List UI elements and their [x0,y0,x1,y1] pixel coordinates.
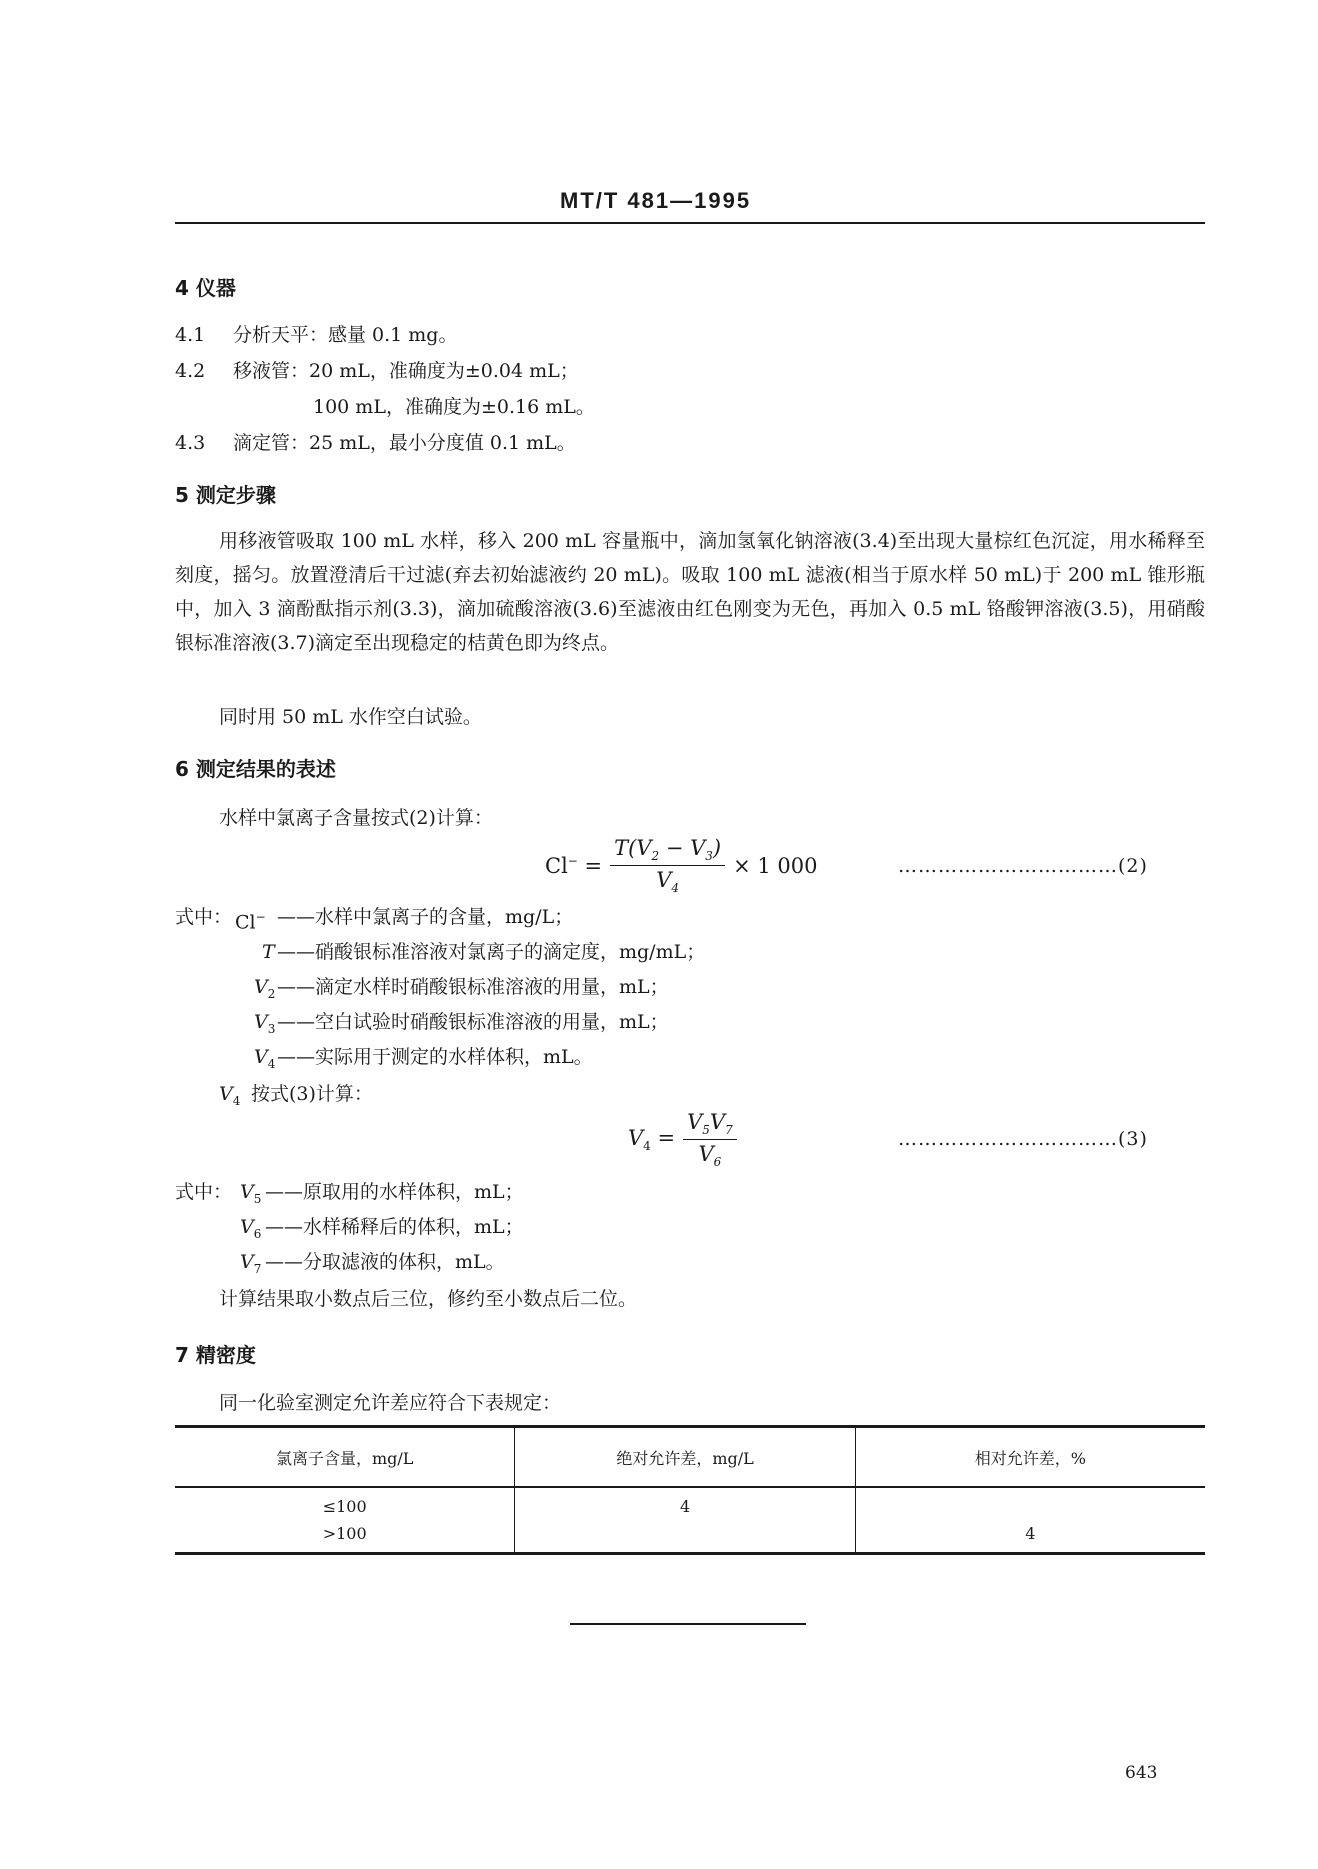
section-6-intro: 水样中氯离子含量按式(2)计算： [219,807,493,829]
table-header-row [175,1427,1205,1488]
def-t-symbol: T [262,941,275,963]
section-6-title: 6 测定结果的表述 [175,757,336,781]
def-v6-symbol: $V_6$ [240,1216,262,1241]
def-v4-symbol: $V_4$ [254,1046,276,1071]
v4-intro: 按式(3)计算： [251,1083,373,1105]
item-4-3-num: 4.3 [175,432,206,454]
table-row [175,1487,1205,1554]
equation-2-number: ……………………………(2) [898,855,1148,877]
def-cl-symbol: Cl− [235,910,266,934]
relative-value: 4 [1025,1524,1036,1543]
range-cell [175,1487,515,1554]
where-label-2: 式中： [175,1181,233,1203]
section-4-title: 4 仪器 [175,276,236,300]
eq2-numerator: $T(V_2 - V_3)$ [610,836,725,866]
def-v3: ——空白试验时硝酸银标准溶液的用量，mL； [277,1011,669,1033]
rounding-rule: 计算结果取小数点后三位，修约至小数点后二位。 [219,1288,638,1310]
section-5-paragraph-2: 同时用 50 mL 水作空白试验。 [219,706,482,728]
relative-cell [855,1487,1205,1554]
def-v5: ——原取用的水样体积，mL； [265,1181,524,1203]
def-v2: ——滴定水样时硝酸银标准溶液的用量，mL； [277,976,669,998]
absolute-cell [515,1487,855,1554]
precision-table [175,1425,1205,1555]
def-v2-symbol: $V_2$ [254,976,276,1001]
eq2-lhs: Cl− = [545,853,603,878]
equation-3-number: ……………………………(3) [898,1128,1148,1150]
eq3-numerator: $V_5V_7$ [683,1110,737,1140]
section-7-title: 7 精密度 [175,1343,256,1367]
where-label-1: 式中： [175,906,233,928]
def-v7-symbol: $V_7$ [240,1251,262,1276]
eq3-denominator: $V_6$ [698,1142,722,1170]
standard-code-header: MT/T 481—1995 [560,188,752,213]
item-4-2-num: 4.2 [175,360,206,382]
item-4-1-num: 4.1 [175,324,206,346]
eq2-denominator: $V_4$ [656,868,680,896]
section-5-paragraph-1: 用移液管吸取 100 mL 水样，移入 200 mL 容量瓶中，滴加氢氧化钠溶液(3.4)至出现大量棕红色沉淀，用水稀释至刻度，摇匀。放置澄清后干过滤(弃去初始滤液约 20 mL)。吸取 100 mL 滤液(相当于原水样 50 mL)于 200 mL 锥形瓶中，加入 3 滴酚酞指示剂(3.3)，滴加硫酸溶液(3.6)至滤液由红色刚变为无色，再加入 0.5 mL 铬酸钾溶液(3.5)，用硝酸银标准溶液(3.7)滴定至出现稳定的桔黄色即为终点。 [175,530,1205,654]
equation-3 [628,1110,737,1169]
section-5-title: 5 测定步骤 [175,483,276,507]
range-high: >100 [322,1524,367,1543]
eq3-fraction [683,1110,737,1169]
def-cl: ——水样中氯离子的含量，mg/L； [277,906,574,928]
col-header-relative: 相对允许差，% [855,1427,1205,1488]
def-v6: ——水样稀释后的体积，mL； [265,1216,524,1238]
range-low: ≤100 [322,1497,367,1516]
col-header-chloride: 氯离子含量，mg/L [275,1448,414,1468]
def-v4: ——实际用于测定的水样体积，mL。 [277,1046,593,1068]
def-v5-symbol: $V_5$ [240,1181,262,1206]
header-rule [175,222,1205,224]
eq2-multiplier: × 1 000 [733,853,818,878]
item-4-2-text-cont: 100 mL，准确度为±0.16 mL。 [313,396,595,418]
absolute-value: 4 [679,1497,691,1516]
def-v3-symbol: $V_3$ [254,1011,276,1036]
item-4-1-text: 分析天平：感量 0.1 mg。 [233,324,458,346]
def-v7: ——分取滤液的体积，mL。 [265,1251,505,1273]
end-rule [570,1623,806,1625]
v4-symbol: $V_4$ [219,1083,241,1108]
eq2-fraction [610,836,725,895]
eq3-lhs: $V_4$ = [628,1126,676,1154]
def-t: ——硝酸银标准溶液对氯离子的滴定度，mg/mL； [277,941,706,963]
page-number: 643 [1125,1763,1158,1783]
equation-2 [545,836,818,895]
item-4-2-text: 移液管：20 mL，准确度为±0.04 mL； [233,360,579,382]
item-4-3-text: 滴定管：25 mL，最小分度值 0.1 mL。 [233,432,576,454]
col-header-absolute: 绝对允许差，mg/L [515,1427,855,1488]
section-7-intro: 同一化验室测定允许差应符合下表规定： [219,1392,562,1414]
